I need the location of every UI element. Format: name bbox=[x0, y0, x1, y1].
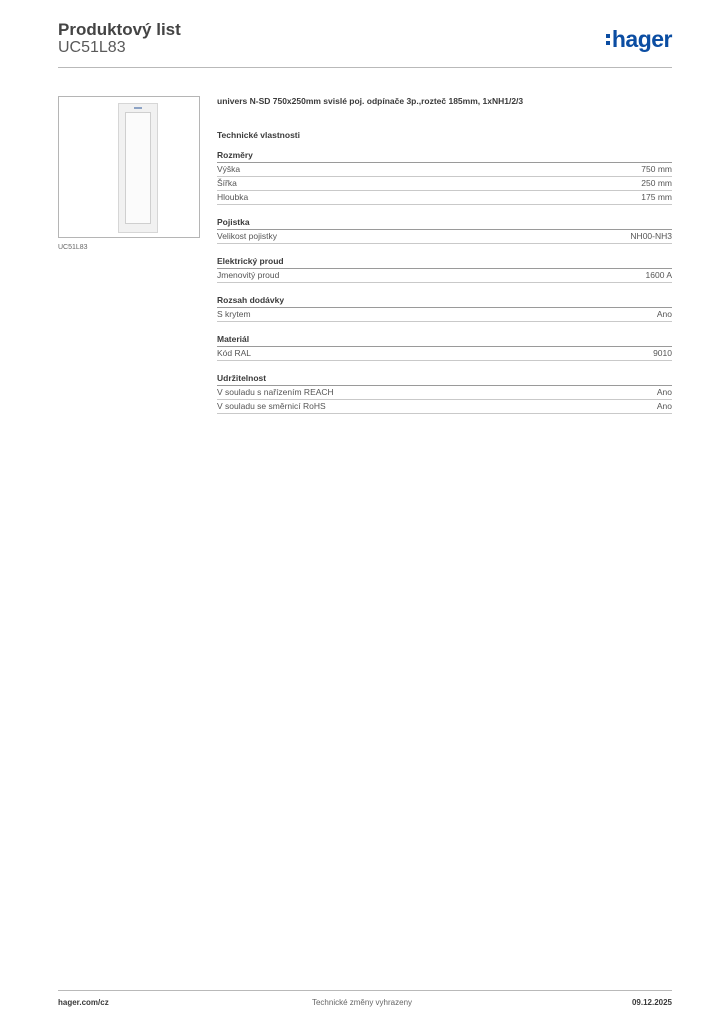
spec-value: Ano bbox=[656, 401, 672, 411]
spec-label: V souladu se směrnicí RoHS bbox=[217, 401, 326, 411]
spec-row bbox=[217, 308, 672, 322]
spec-label: Kód RAL bbox=[217, 348, 252, 358]
cabinet-illustration bbox=[118, 103, 158, 233]
spec-row bbox=[217, 177, 672, 191]
spec-value: 9010 bbox=[653, 348, 672, 358]
spec-section bbox=[217, 373, 672, 414]
image-caption: UC51L83 bbox=[58, 244, 88, 251]
footer-divider bbox=[58, 990, 672, 991]
spec-value: NH00-NH3 bbox=[630, 231, 672, 241]
section-title: Rozměry bbox=[217, 150, 672, 163]
spec-label: Šířka bbox=[217, 178, 237, 188]
spec-value: 250 mm bbox=[641, 178, 672, 188]
spec-section bbox=[217, 256, 672, 283]
spec-row bbox=[217, 163, 672, 177]
page-title: Produktový list bbox=[58, 20, 181, 39]
spec-row bbox=[217, 269, 672, 283]
footer-disclaimer: Technické změny vyhrazeny bbox=[311, 998, 413, 1007]
product-image bbox=[58, 96, 200, 238]
spec-value: Ano bbox=[656, 309, 672, 319]
section-title: Pojistka bbox=[217, 217, 672, 230]
header-divider bbox=[58, 67, 672, 68]
section-title: Materiál bbox=[217, 334, 672, 347]
spec-label: S krytem bbox=[217, 309, 251, 319]
spec-value: 750 mm bbox=[641, 164, 672, 174]
spec-row bbox=[217, 400, 672, 414]
spec-label: Jmenovitý proud bbox=[217, 270, 280, 280]
spec-row bbox=[217, 386, 672, 400]
footer-website: hager.com/cz bbox=[58, 998, 109, 1007]
spec-section bbox=[217, 295, 672, 322]
spec-label: Hloubka bbox=[217, 192, 249, 202]
spec-row bbox=[217, 347, 672, 361]
technical-heading: Technické vlastnosti bbox=[217, 130, 300, 140]
logo-dots-icon bbox=[606, 34, 610, 45]
spec-value: Ano bbox=[656, 387, 672, 397]
spec-row bbox=[217, 230, 672, 244]
product-description: univers N-SD 750x250mm svislé poj. odpínače 3p.,rozteč 185mm, 1xNH1/2/3 bbox=[217, 96, 524, 106]
hager-logo bbox=[606, 26, 672, 53]
spec-sections bbox=[217, 150, 672, 414]
section-title: Elektrický proud bbox=[217, 256, 672, 269]
cabinet-window bbox=[125, 112, 151, 224]
spec-value: 175 mm bbox=[641, 192, 672, 202]
spec-label: V souladu s nařízením REACH bbox=[217, 387, 334, 397]
spec-label: Velikost pojistky bbox=[217, 231, 277, 241]
footer-date: 09.12.2025 bbox=[631, 998, 672, 1007]
logo-text: hager bbox=[611, 26, 672, 52]
section-title: Udržitelnost bbox=[217, 373, 672, 386]
spec-section bbox=[217, 334, 672, 361]
spec-section bbox=[217, 150, 672, 205]
spec-label: Výška bbox=[217, 164, 241, 174]
spec-row bbox=[217, 191, 672, 205]
spec-section bbox=[217, 217, 672, 244]
specifications bbox=[217, 95, 672, 414]
product-code: UC51L83 bbox=[58, 39, 126, 56]
spec-value: 1600 A bbox=[645, 270, 672, 280]
cabinet-logo-mark bbox=[134, 107, 142, 109]
section-title: Rozsah dodávky bbox=[217, 295, 672, 308]
